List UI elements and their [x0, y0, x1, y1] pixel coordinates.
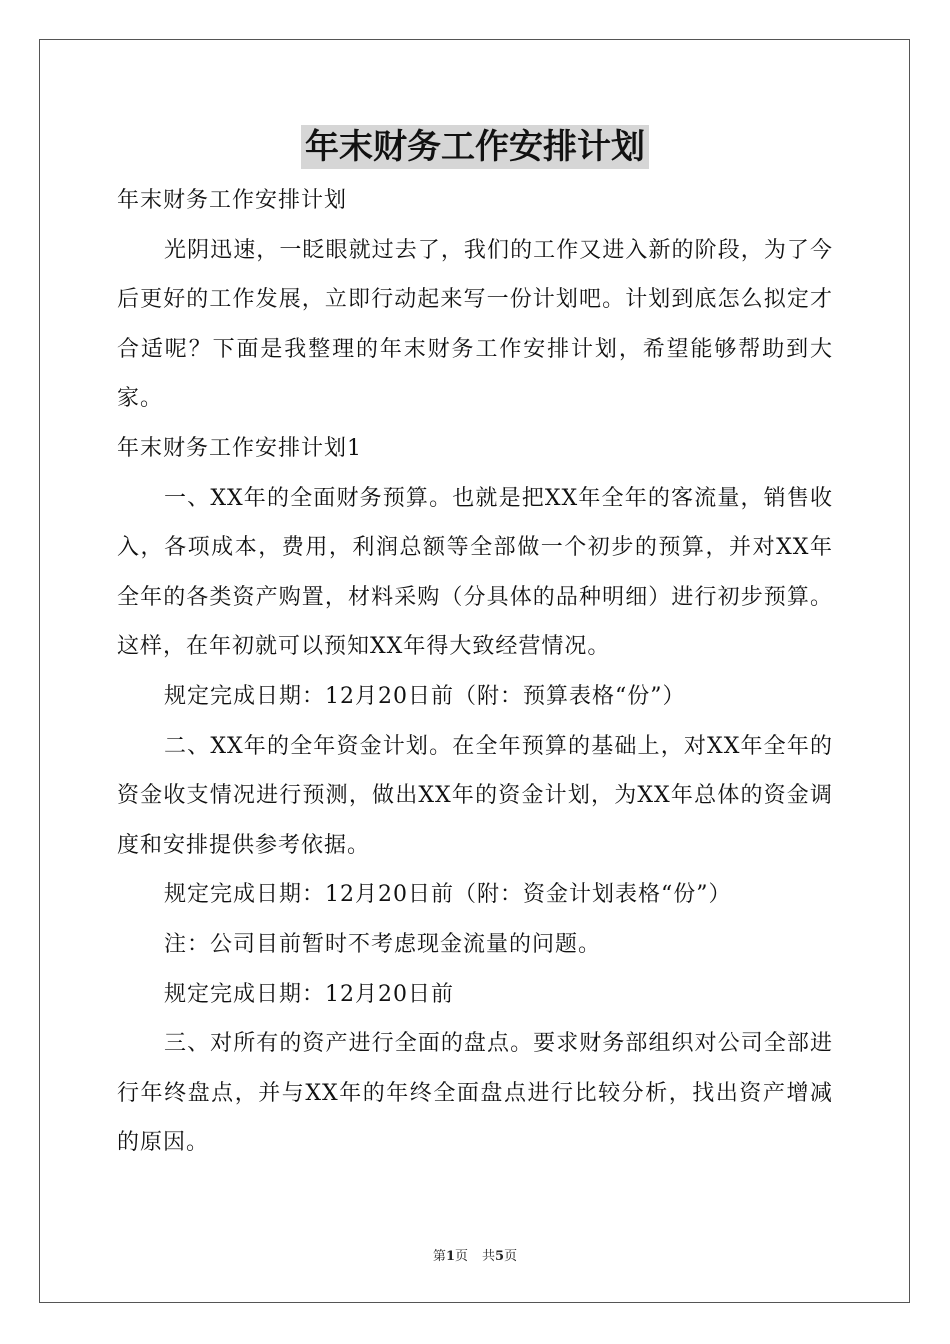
paragraph-deadline-budget: 规定完成日期：12月20日前（附：预算表格“份”） — [164, 683, 686, 709]
page-total: 5 — [495, 1249, 505, 1264]
page-prefix: 第 — [432, 1249, 446, 1264]
page-footer — [0, 1245, 950, 1264]
document-title — [0, 125, 950, 169]
paragraph-note: 注：公司目前暂时不考虑现金流量的问题。 — [164, 931, 602, 957]
total-suffix: 页 — [504, 1249, 518, 1264]
paragraph-deadline-funding: 规定完成日期：12月20日前（附：资金计划表格“份”） — [164, 882, 732, 908]
document-body — [117, 176, 833, 1168]
page-current: 1 — [445, 1249, 455, 1264]
paragraph-budget: 一、XX年的全面财务预算。也就是把XX年全年的客流量，销售收入，各项成本，费用，利润总额等全部做一个初步的预算，并对XX年全年的各类资产购置，材料采购（分具体的品种明细）进行初步预算。这样，在年初就可以预知XX年得大致经营情况。 — [117, 485, 833, 660]
document-title-text: 年末财务工作安排计划 — [301, 125, 649, 169]
paragraph-funding: 二、XX年的全年资金计划。在全年预算的基础上，对XX年全年的资金收支情况进行预测，做出XX年的资金计划，为XX年总体的资金调度和安排提供参考依据。 — [117, 733, 833, 858]
paragraph-inventory: 三、对所有的资产进行全面的盘点。要求财务部组织对公司全部进行年终盘点，并与XX年的年终全面盘点进行比较分析，找出资产增减的原因。 — [117, 1031, 833, 1156]
subtitle-line: 年末财务工作安排计划 — [117, 188, 348, 213]
paragraph-deadline: 规定完成日期：12月20日前 — [164, 981, 454, 1007]
total-prefix: 共 — [482, 1249, 496, 1264]
section-heading: 年末财务工作安排计划1 — [117, 435, 362, 461]
intro-paragraph: 光阴迅速，一眨眼就过去了，我们的工作又进入新的阶段，为了今后更好的工作发展，立即行动起来写一份计划吧。计划到底怎么拟定才合适呢？下面是我整理的年末财务工作安排计划，希望能够帮助到大家。 — [117, 237, 833, 412]
page-suffix: 页 — [454, 1249, 468, 1264]
